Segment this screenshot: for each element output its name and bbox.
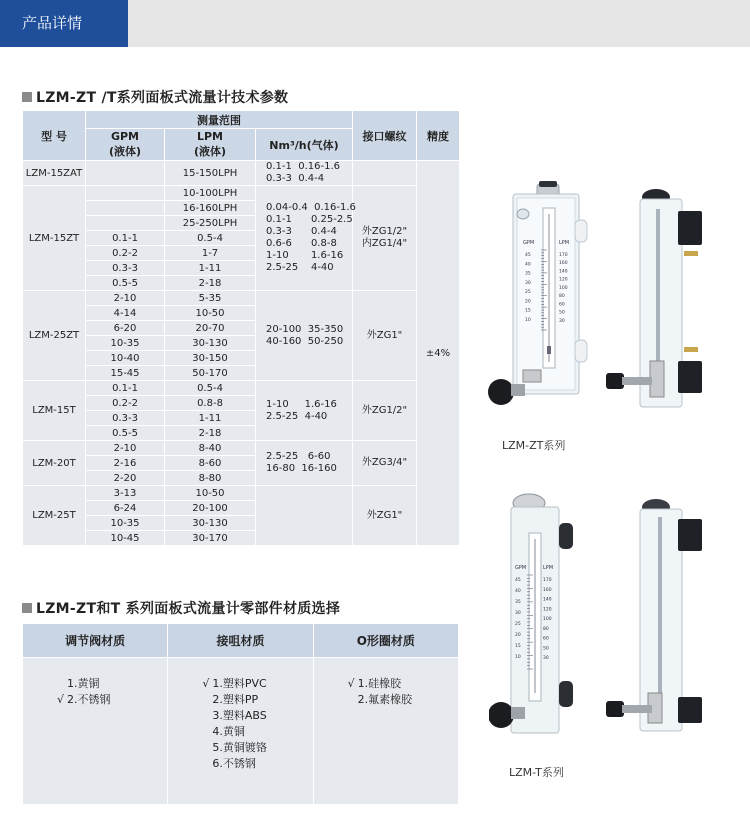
table-row [23, 381, 460, 396]
material-options [23, 658, 168, 805]
gpm-tick-label: 40 [515, 589, 521, 594]
gpm-tick-label: 20 [515, 633, 521, 638]
table-row [23, 441, 460, 456]
gpm-scale-label: GPM [523, 240, 535, 246]
gpm-cell: 6-20 [86, 321, 165, 336]
material-options [313, 658, 458, 805]
gpm-cell: 0.2-2 [86, 396, 165, 411]
thread-cell: 外ZG1" [353, 291, 417, 381]
gpm-tick-label: 15 [515, 644, 521, 649]
header-nm3: Nm³/h(气体) [256, 129, 353, 161]
lpm-tick-label: 120 [559, 277, 568, 283]
gpm-cell: 2-16 [86, 456, 165, 471]
lpm-cell: 0.5-4 [165, 381, 256, 396]
gas-range-cell: 1-10 1.6-16 2.5-25 4-40 [256, 381, 353, 441]
header-range: 测量范围 [86, 111, 353, 129]
lzm-zt-side-photo [600, 185, 710, 417]
lpm-cell: 15-150LPH [165, 161, 256, 186]
lpm-cell: 10-50 [165, 486, 256, 501]
lpm-tick-label: 170 [543, 578, 552, 583]
gpm-cell: 10-35 [86, 336, 165, 351]
gpm-cell: 0.5-5 [86, 276, 165, 291]
gpm-cell: 4-14 [86, 306, 165, 321]
gpm-cell [86, 201, 165, 216]
gpm-cell: 0.1-1 [86, 381, 165, 396]
lzm-t-front-photo [489, 493, 589, 741]
material-column-header: 接咀材质 [168, 624, 313, 658]
lpm-cell: 8-80 [165, 471, 256, 486]
gpm-tick-label: 15 [525, 308, 531, 314]
lpm-cell: 5-35 [165, 291, 256, 306]
lpm-tick-label: 160 [559, 261, 568, 267]
gpm-cell: 0.2-2 [86, 246, 165, 261]
gpm-tick-label: 30 [525, 280, 531, 286]
gpm-cell: 10-35 [86, 516, 165, 531]
gpm-cell: 2-10 [86, 441, 165, 456]
lpm-cell: 8-60 [165, 456, 256, 471]
lpm-cell: 50-170 [165, 366, 256, 381]
gpm-cell [86, 161, 165, 186]
gpm-tick-label: 30 [515, 611, 521, 616]
model-cell: LZM-25ZT [23, 291, 86, 381]
header-accuracy: 精度 [417, 111, 460, 161]
gas-range-cell: 20-100 35-350 40-160 50-250 [256, 291, 353, 381]
lpm-cell: 16-160LPH [165, 201, 256, 216]
gpm-cell: 10-45 [86, 531, 165, 546]
checkmark-icon: √ [347, 677, 355, 690]
gpm-cell: 10-40 [86, 351, 165, 366]
lpm-cell: 30-170 [165, 531, 256, 546]
gas-range-cell: 0.04-0.4 0.16-1.6 0.1-1 0.25-2.5 0.3-3 0.4-4 0.6-6 0.8-8 1-10 1.6-16 2.5-25 4-40 [256, 186, 353, 291]
gpm-tick-label: 10 [515, 655, 521, 660]
gas-range-cell [256, 486, 353, 546]
spec-table-body [23, 161, 460, 546]
material-option: 6.不锈钢 [212, 757, 256, 770]
gpm-cell: 2-10 [86, 291, 165, 306]
material-option: 4.黄铜 [212, 725, 245, 738]
lzm-zt-caption: LZM-ZT系列 [502, 439, 566, 452]
table-row [23, 486, 460, 501]
lpm-tick-label: 160 [543, 587, 552, 593]
gpm-tick-label: 45 [515, 578, 521, 583]
gpm-tick-label: 20 [525, 299, 531, 305]
lpm-cell: 2-18 [165, 426, 256, 441]
material-table [22, 623, 459, 805]
lpm-tick-label: 140 [543, 597, 552, 603]
gpm-cell: 3-13 [86, 486, 165, 501]
checkmark-icon: √ [57, 693, 65, 706]
lpm-tick-label: 140 [559, 269, 568, 275]
header-lpm: LPM (液体) [165, 129, 256, 161]
lpm-cell: 2-18 [165, 276, 256, 291]
gpm-cell: 0.3-3 [86, 261, 165, 276]
lpm-cell: 30-130 [165, 336, 256, 351]
model-cell: LZM-15T [23, 381, 86, 441]
lpm-cell: 0.5-4 [165, 231, 256, 246]
gpm-cell: 6-24 [86, 501, 165, 516]
accuracy-cell: ±4% [417, 161, 460, 546]
material-option: 5.黄铜镀铬 [212, 741, 267, 754]
lpm-tick-label: 100 [559, 285, 568, 291]
material-column-header: O形圈材质 [313, 624, 458, 658]
gpm-tick-label: 10 [525, 317, 531, 323]
lpm-cell: 1-7 [165, 246, 256, 261]
gpm-cell: 2-20 [86, 471, 165, 486]
lpm-cell: 10-100LPH [165, 186, 256, 201]
lpm-tick-label: 120 [543, 607, 552, 613]
header-gpm: GPM (液体) [86, 129, 165, 161]
gpm-tick-label: 25 [515, 622, 521, 627]
lpm-tick-label: 30 [543, 656, 549, 662]
lpm-tick-label: 100 [543, 617, 552, 623]
header-model: 型 号 [23, 111, 86, 161]
gas-range-cell: 0.1-1 0.16-1.6 0.3-3 0.4-4 [256, 161, 353, 186]
model-cell: LZM-25T [23, 486, 86, 546]
lpm-tick-label: 30 [559, 318, 565, 324]
thread-cell: 外ZG1/2" [353, 381, 417, 441]
lpm-tick-label: 60 [543, 636, 549, 642]
gpm-cell [86, 186, 165, 201]
model-cell: LZM-15ZT [23, 186, 86, 291]
material-option: √ 1.塑料PVC [202, 677, 267, 690]
material-option: 2.塑料PP [212, 693, 259, 706]
gpm-tick-label: 40 [525, 262, 531, 268]
square-bullet-icon [22, 603, 32, 613]
gpm-tick-label: 25 [525, 290, 531, 295]
gpm-cell: 0.3-3 [86, 411, 165, 426]
lpm-tick-label: 50 [543, 646, 549, 652]
gpm-tick-label: 35 [525, 271, 531, 277]
lpm-cell: 25-250LPH [165, 216, 256, 231]
material-option: 2.氟素橡胶 [357, 693, 413, 706]
table-row [23, 161, 460, 186]
lpm-tick-label: 170 [559, 253, 568, 258]
top-bar [0, 0, 750, 47]
lpm-tick-label: 80 [559, 294, 565, 300]
t-gpm-scale-label: GPM [515, 565, 527, 571]
thread-cell: 外ZG1" [353, 486, 417, 546]
gpm-cell: 0.1-1 [86, 231, 165, 246]
tab-product-details[interactable]: 产品详情 [0, 0, 128, 47]
lzm-zt-front-photo [483, 180, 593, 412]
material-option: 1.黄铜 [67, 677, 100, 690]
gas-range-cell: 2.5-25 6-60 16-80 16-160 [256, 441, 353, 486]
lpm-tick-label: 60 [559, 302, 565, 308]
gpm-tick-label: 35 [515, 600, 521, 605]
material-option: 3.塑料ABS [212, 709, 267, 722]
thread-cell: 外ZG3/4" [353, 441, 417, 486]
gpm-cell: 0.5-5 [86, 426, 165, 441]
gpm-cell: 15-45 [86, 366, 165, 381]
t-lpm-scale-label: LPM [543, 565, 554, 571]
material-column-header: 调节阀材质 [23, 624, 168, 658]
lpm-cell: 1-11 [165, 261, 256, 276]
lpm-tick-label: 50 [559, 310, 565, 316]
lzm-t-caption: LZM-T系列 [509, 766, 564, 779]
material-options [168, 658, 313, 805]
gpm-cell [86, 216, 165, 231]
adjust-knob[interactable] [488, 379, 514, 405]
lpm-cell: 20-100 [165, 501, 256, 516]
gpm-tick-label: 45 [525, 253, 531, 258]
adjust-knob[interactable] [489, 702, 514, 728]
header-thread: 接口螺纹 [353, 111, 417, 161]
lpm-cell: 8-40 [165, 441, 256, 456]
lpm-cell: 0.8-8 [165, 396, 256, 411]
model-cell: LZM-15ZAT [23, 161, 86, 186]
lpm-cell: 20-70 [165, 321, 256, 336]
model-cell: LZM-20T [23, 441, 86, 486]
lzm-t-side-photo [600, 497, 710, 737]
checkmark-icon: √ [202, 677, 210, 690]
material-option: √ 1.硅橡胶 [347, 677, 402, 690]
spec-section-title: LZM-ZT /T系列面板式流量计技术参数 [22, 87, 288, 107]
thread-cell [353, 161, 417, 186]
lpm-cell: 10-50 [165, 306, 256, 321]
table-row [23, 186, 460, 201]
lpm-cell: 30-150 [165, 351, 256, 366]
square-bullet-icon [22, 92, 32, 102]
lpm-cell: 1-11 [165, 411, 256, 426]
thread-cell: 外ZG1/2" 内ZG1/4" [353, 186, 417, 291]
table-row [23, 291, 460, 306]
lpm-cell: 30-130 [165, 516, 256, 531]
spec-table [22, 110, 460, 546]
material-option: √ 2.不锈钢 [57, 693, 111, 706]
material-section-title: LZM-ZT和T 系列面板式流量计零部件材质选择 [22, 598, 340, 618]
lpm-scale-label: LPM [559, 240, 570, 246]
lpm-tick-label: 80 [543, 626, 549, 632]
